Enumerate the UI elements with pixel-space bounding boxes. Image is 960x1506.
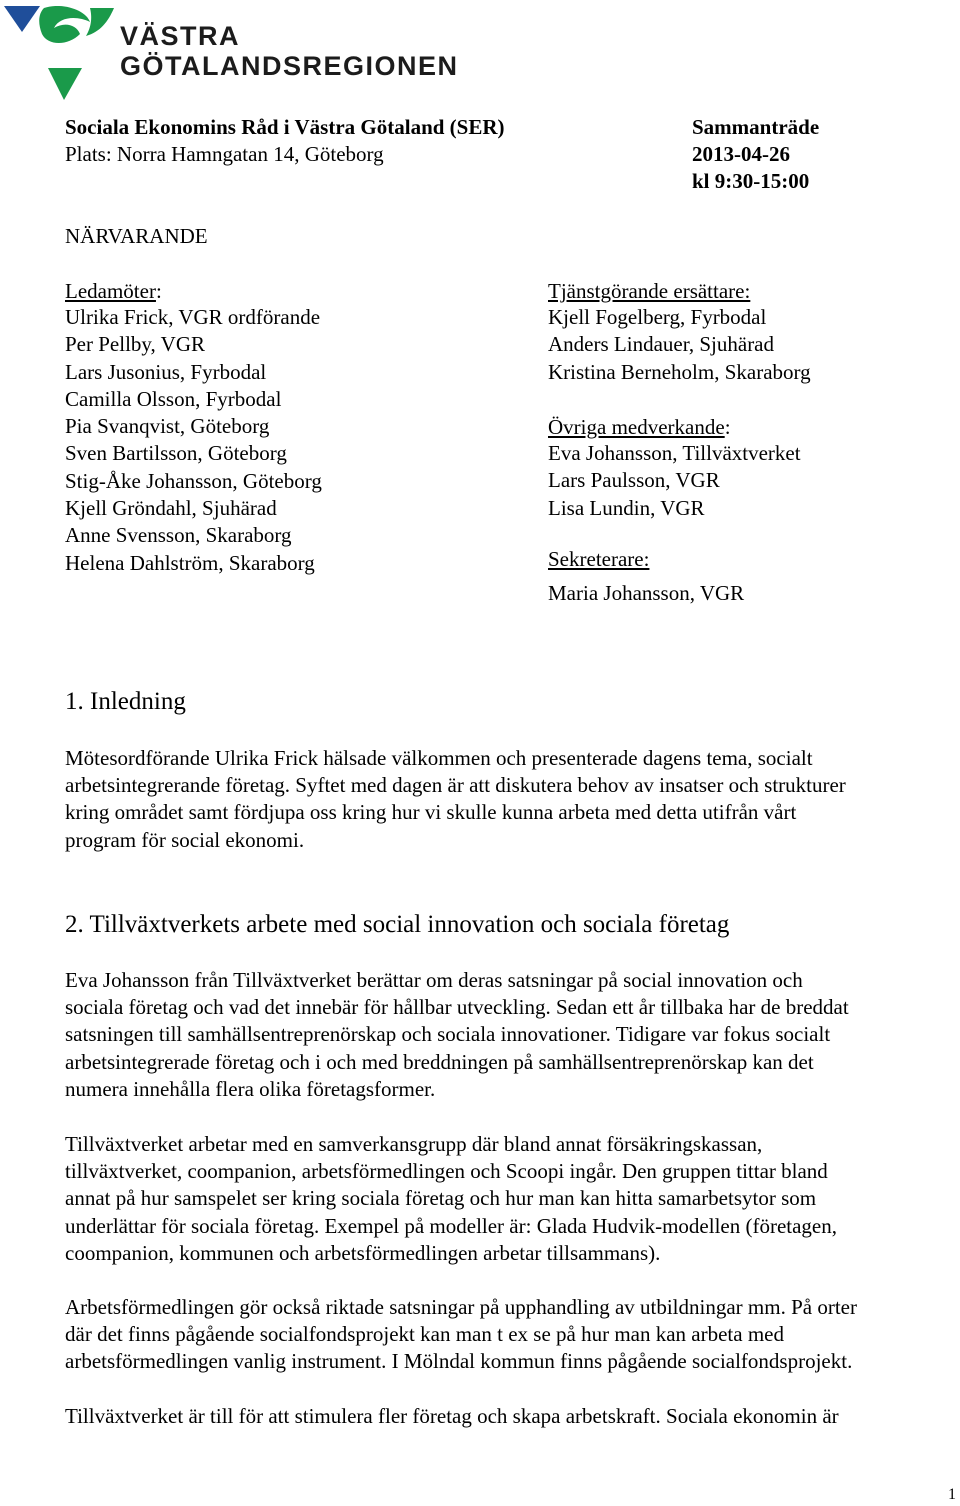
secretary-name: Maria Johansson, VGR bbox=[548, 581, 745, 605]
substitute-item: Anders Lindauer, Sjuhärad bbox=[548, 332, 775, 357]
text-line: coompanion, kommunen och arbetsförmedlingen arbetar tillsammans). bbox=[65, 1240, 661, 1265]
substitutes-label: Tjänstgörande ersättare: bbox=[548, 279, 751, 303]
members-list bbox=[65, 304, 322, 577]
member-item: Per Pellby, VGR bbox=[65, 332, 206, 357]
text-line: arbetsintegrerade företag och i och med breddningen på samhällsentreprenörskap kan det bbox=[65, 1049, 814, 1074]
member-item: Lars Jusonius, Fyrbodal bbox=[65, 359, 267, 384]
section2-paragraph-3 bbox=[65, 1294, 960, 1376]
text-line: underlättar för sociala företag. Exempel på modeller är: Glada Hudvik-modellen (företagen, bbox=[65, 1213, 838, 1238]
section2-paragraph-2 bbox=[65, 1131, 960, 1267]
meeting-label: Sammanträde bbox=[692, 115, 820, 139]
page-number: 1 bbox=[948, 1486, 956, 1503]
text-line: Tillväxtverket arbetar med en samverkansgrupp där bland annat försäkringskassan, bbox=[65, 1132, 763, 1156]
member-item: Ulrika Frick, VGR ordförande bbox=[65, 305, 321, 329]
substitute-item: Kristina Berneholm, Skaraborg bbox=[548, 359, 811, 384]
text-line: satsningen till samhällsentreprenörskap och sociala innovationer. Tidigare var fokus socialt bbox=[65, 1022, 831, 1047]
section1-paragraph bbox=[65, 745, 960, 854]
meeting-time: kl 9:30-15:00 bbox=[692, 169, 810, 193]
meeting-place: Plats: Norra Hamngatan 14, Göteborg bbox=[65, 142, 384, 166]
text-line: tillväxtverket, coompanion, arbetsförmedlingen och Scoopi ingår. Den gruppen tittar bland bbox=[65, 1159, 828, 1184]
secretary-label: Sekreterare: bbox=[548, 547, 650, 571]
text-line: annat på hur samspelet ser kring sociala företag och hur man kan hitta samarbetsytor som bbox=[65, 1186, 817, 1211]
text-line: Arbetsförmedlingen gör också riktade satsningar på upphandling av utbildningar mm. På orter bbox=[65, 1295, 857, 1319]
text-line: numera innehålla flera olika företagsformer. bbox=[65, 1076, 436, 1101]
others-label: Övriga medverkande: bbox=[548, 415, 731, 439]
other-item: Lars Paulsson, VGR bbox=[548, 468, 720, 493]
substitute-item: Kjell Fogelberg, Fyrbodal bbox=[548, 305, 767, 329]
section-heading: 2. Tillväxtverkets arbete med social innovation och sociala företag bbox=[65, 911, 730, 938]
member-item: Pia Svanqvist, Göteborg bbox=[65, 414, 270, 439]
member-item: Anne Svensson, Skaraborg bbox=[65, 523, 292, 548]
text-line: sociala företag och vad det innebär för hållbar utveckling. Sedan ett år tillbaka har de breddat bbox=[65, 995, 849, 1020]
other-item: Lisa Lundin, VGR bbox=[548, 495, 705, 520]
other-item: Eva Johansson, Tillväxtverket bbox=[548, 441, 801, 465]
member-item: Camilla Olsson, Fyrbodal bbox=[65, 386, 282, 411]
text-line: kring området samt fördjupa oss kring hur vi skulle kunna arbeta med detta utifrån vårt bbox=[65, 800, 797, 825]
substitutes-list bbox=[548, 304, 811, 386]
section2-paragraph-1 bbox=[65, 967, 960, 1103]
member-item: Helena Dahlström, Skaraborg bbox=[65, 550, 315, 575]
text-line: där det finns pågående socialfondsprojekt kan man t ex se på hur man kan arbeta med bbox=[65, 1322, 784, 1347]
text-line: Tillväxtverket är till för att stimulera fler företag och skapa arbetskraft. Sociala ekonomin är bbox=[65, 1404, 839, 1428]
member-item: Kjell Gröndahl, Sjuhärad bbox=[65, 496, 277, 521]
attendance-title: NÄRVARANDE bbox=[65, 224, 208, 248]
text-line: arbetsintegrerande företag. Syftet med dagen är att diskutera behov av insatser och strukturer bbox=[65, 773, 846, 798]
member-item: Stig-Åke Johansson, Göteborg bbox=[65, 468, 322, 493]
section-heading: 1. Inledning bbox=[65, 688, 186, 715]
text-line: Eva Johansson från Tillväxtverket berättar om deras satsningar på social innovation och bbox=[65, 968, 803, 992]
text-line: Mötesordförande Ulrika Frick hälsade välkommen och presenterade dagens tema, socialt bbox=[65, 746, 813, 770]
members-label: Ledamöter: bbox=[65, 279, 162, 303]
organization-title: Sociala Ekonomins Råd i Västra Götaland (SER) bbox=[65, 115, 505, 139]
vgr-logo bbox=[4, 6, 474, 102]
others-list bbox=[548, 440, 801, 522]
text-line: arbetsförmedlingen vanlig instrument. I Mölndal kommun finns pågående socialfondsprojekt. bbox=[65, 1349, 853, 1374]
logo-text-line1: VÄSTRA bbox=[120, 21, 241, 51]
logo-mark-icon bbox=[4, 6, 116, 102]
logo-text-line2: GÖTALANDSREGIONEN bbox=[120, 51, 459, 81]
member-item: Sven Bartilsson, Göteborg bbox=[65, 441, 287, 466]
text-line: program för social ekonomi. bbox=[65, 827, 305, 852]
meeting-date: 2013-04-26 bbox=[692, 142, 790, 166]
section2-paragraph-4 bbox=[65, 1403, 960, 1430]
